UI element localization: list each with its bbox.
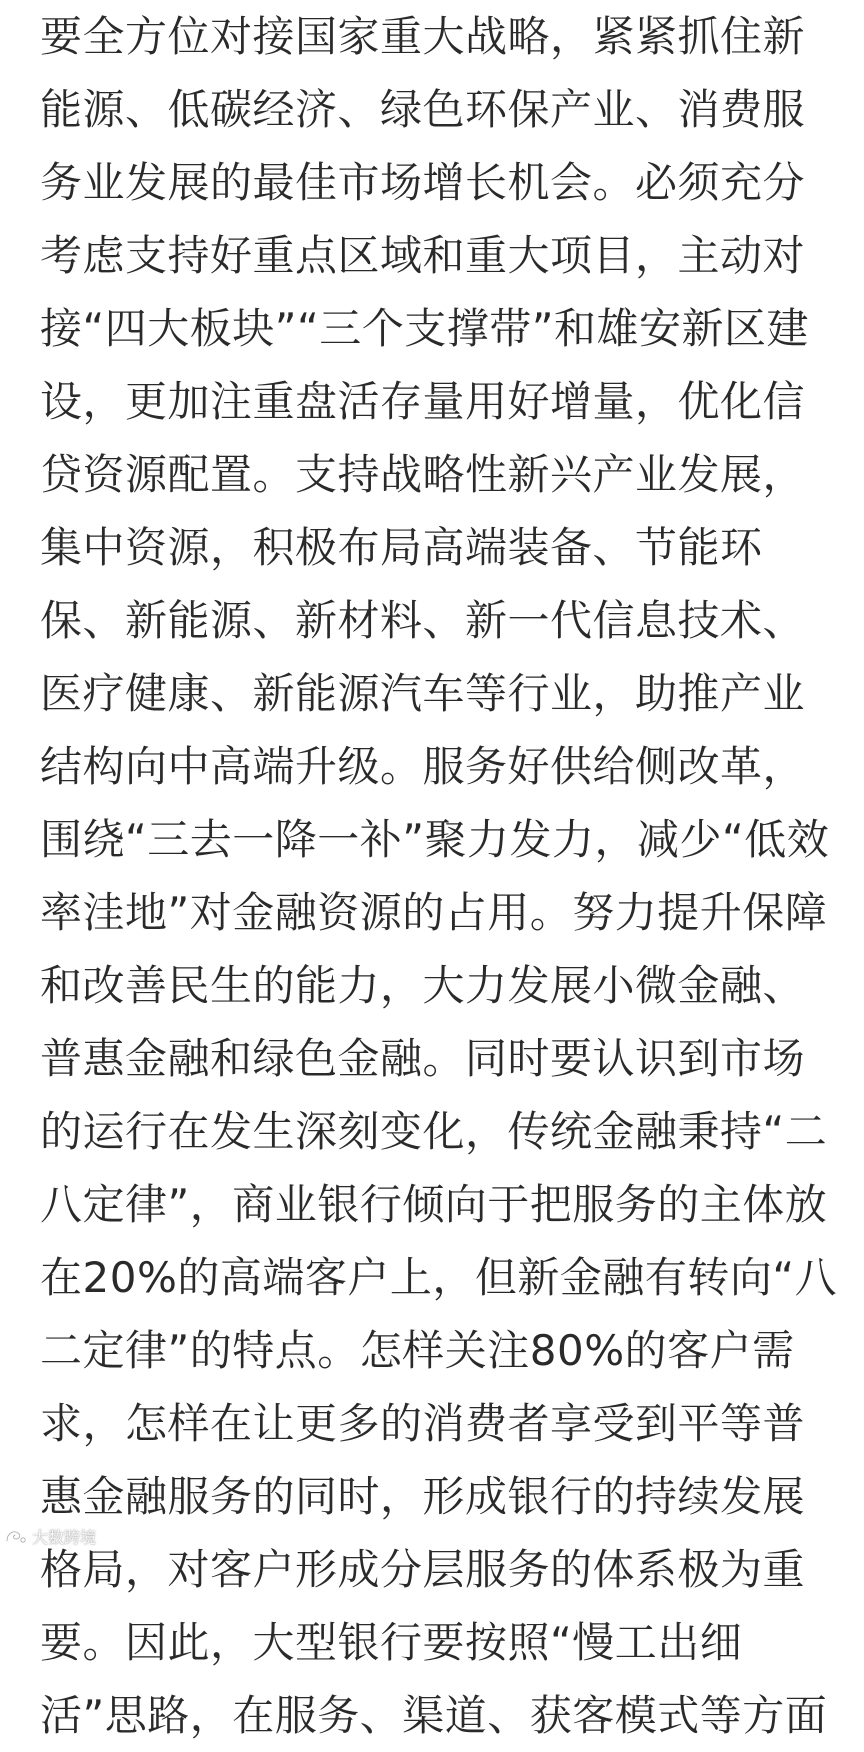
text-line: 贷资源配置。支持战略性新兴产业发展， xyxy=(40,450,806,499)
text-line: 保、新能源、新材料、新一代信息技术、 xyxy=(40,596,806,645)
text-line: 接“四大板块”“三个支撑带”和雄安新区建 xyxy=(40,304,810,353)
text-line: 活”思路，在服务、渠道、获客模式等方面 xyxy=(40,1691,828,1740)
text-line: 和改善民生的能力，大力发展小微金融、 xyxy=(40,961,806,1010)
text-line: 的运行在发生深刻变化，传统金融秉持“二 xyxy=(40,1107,828,1156)
text-line: 集中资源，积极布局高端装备、节能环 xyxy=(40,523,763,572)
watermark xyxy=(4,1525,96,1548)
text-line: 普惠金融和绿色金融。同时要认识到市场 xyxy=(40,1034,806,1083)
text-line: 医疗健康、新能源汽车等行业，助推产业 xyxy=(40,669,806,718)
text-line: 率洼地”对金融资源的占用。努力提升保障 xyxy=(40,888,828,937)
article-body xyxy=(40,0,840,1752)
brand-logo-icon xyxy=(4,1527,28,1547)
text-line: 能源、低碳经济、绿色环保产业、消费服 xyxy=(40,85,806,134)
text-line: 八定律”，商业银行倾向于把服务的主体放 xyxy=(40,1180,828,1229)
watermark-text: 大数跨境 xyxy=(32,1528,97,1547)
text-line: 考虑支持好重点区域和重大项目，主动对 xyxy=(40,231,806,280)
text-line: 务业发展的最佳市场增长机会。必须充分 xyxy=(40,158,806,207)
text-line: 结构向中高端升级。服务好供给侧改革， xyxy=(40,742,806,791)
text-line: 在20%的高端客户上，但新金融有转向“八 xyxy=(40,1253,838,1302)
text-line: 二定律”的特点。怎样关注80%的客户需 xyxy=(40,1326,795,1375)
text-line: 惠金融服务的同时，形成银行的持续发展 xyxy=(40,1472,806,1521)
text-line: 求，怎样在让更多的消费者享受到平等普 xyxy=(40,1399,806,1448)
text-line: 要。因此，大型银行要按照“慢工出细 xyxy=(40,1618,743,1667)
text-line: 围绕“三去一降一补”聚力发力，减少“低效 xyxy=(40,815,830,864)
text-line: 设，更加注重盘活存量用好增量，优化信 xyxy=(40,377,806,426)
text-line: 格局，对客户形成分层服务的体系极为重 xyxy=(40,1545,806,1594)
text-line: 要全方位对接国家重大战略，紧紧抓住新 xyxy=(40,12,806,61)
